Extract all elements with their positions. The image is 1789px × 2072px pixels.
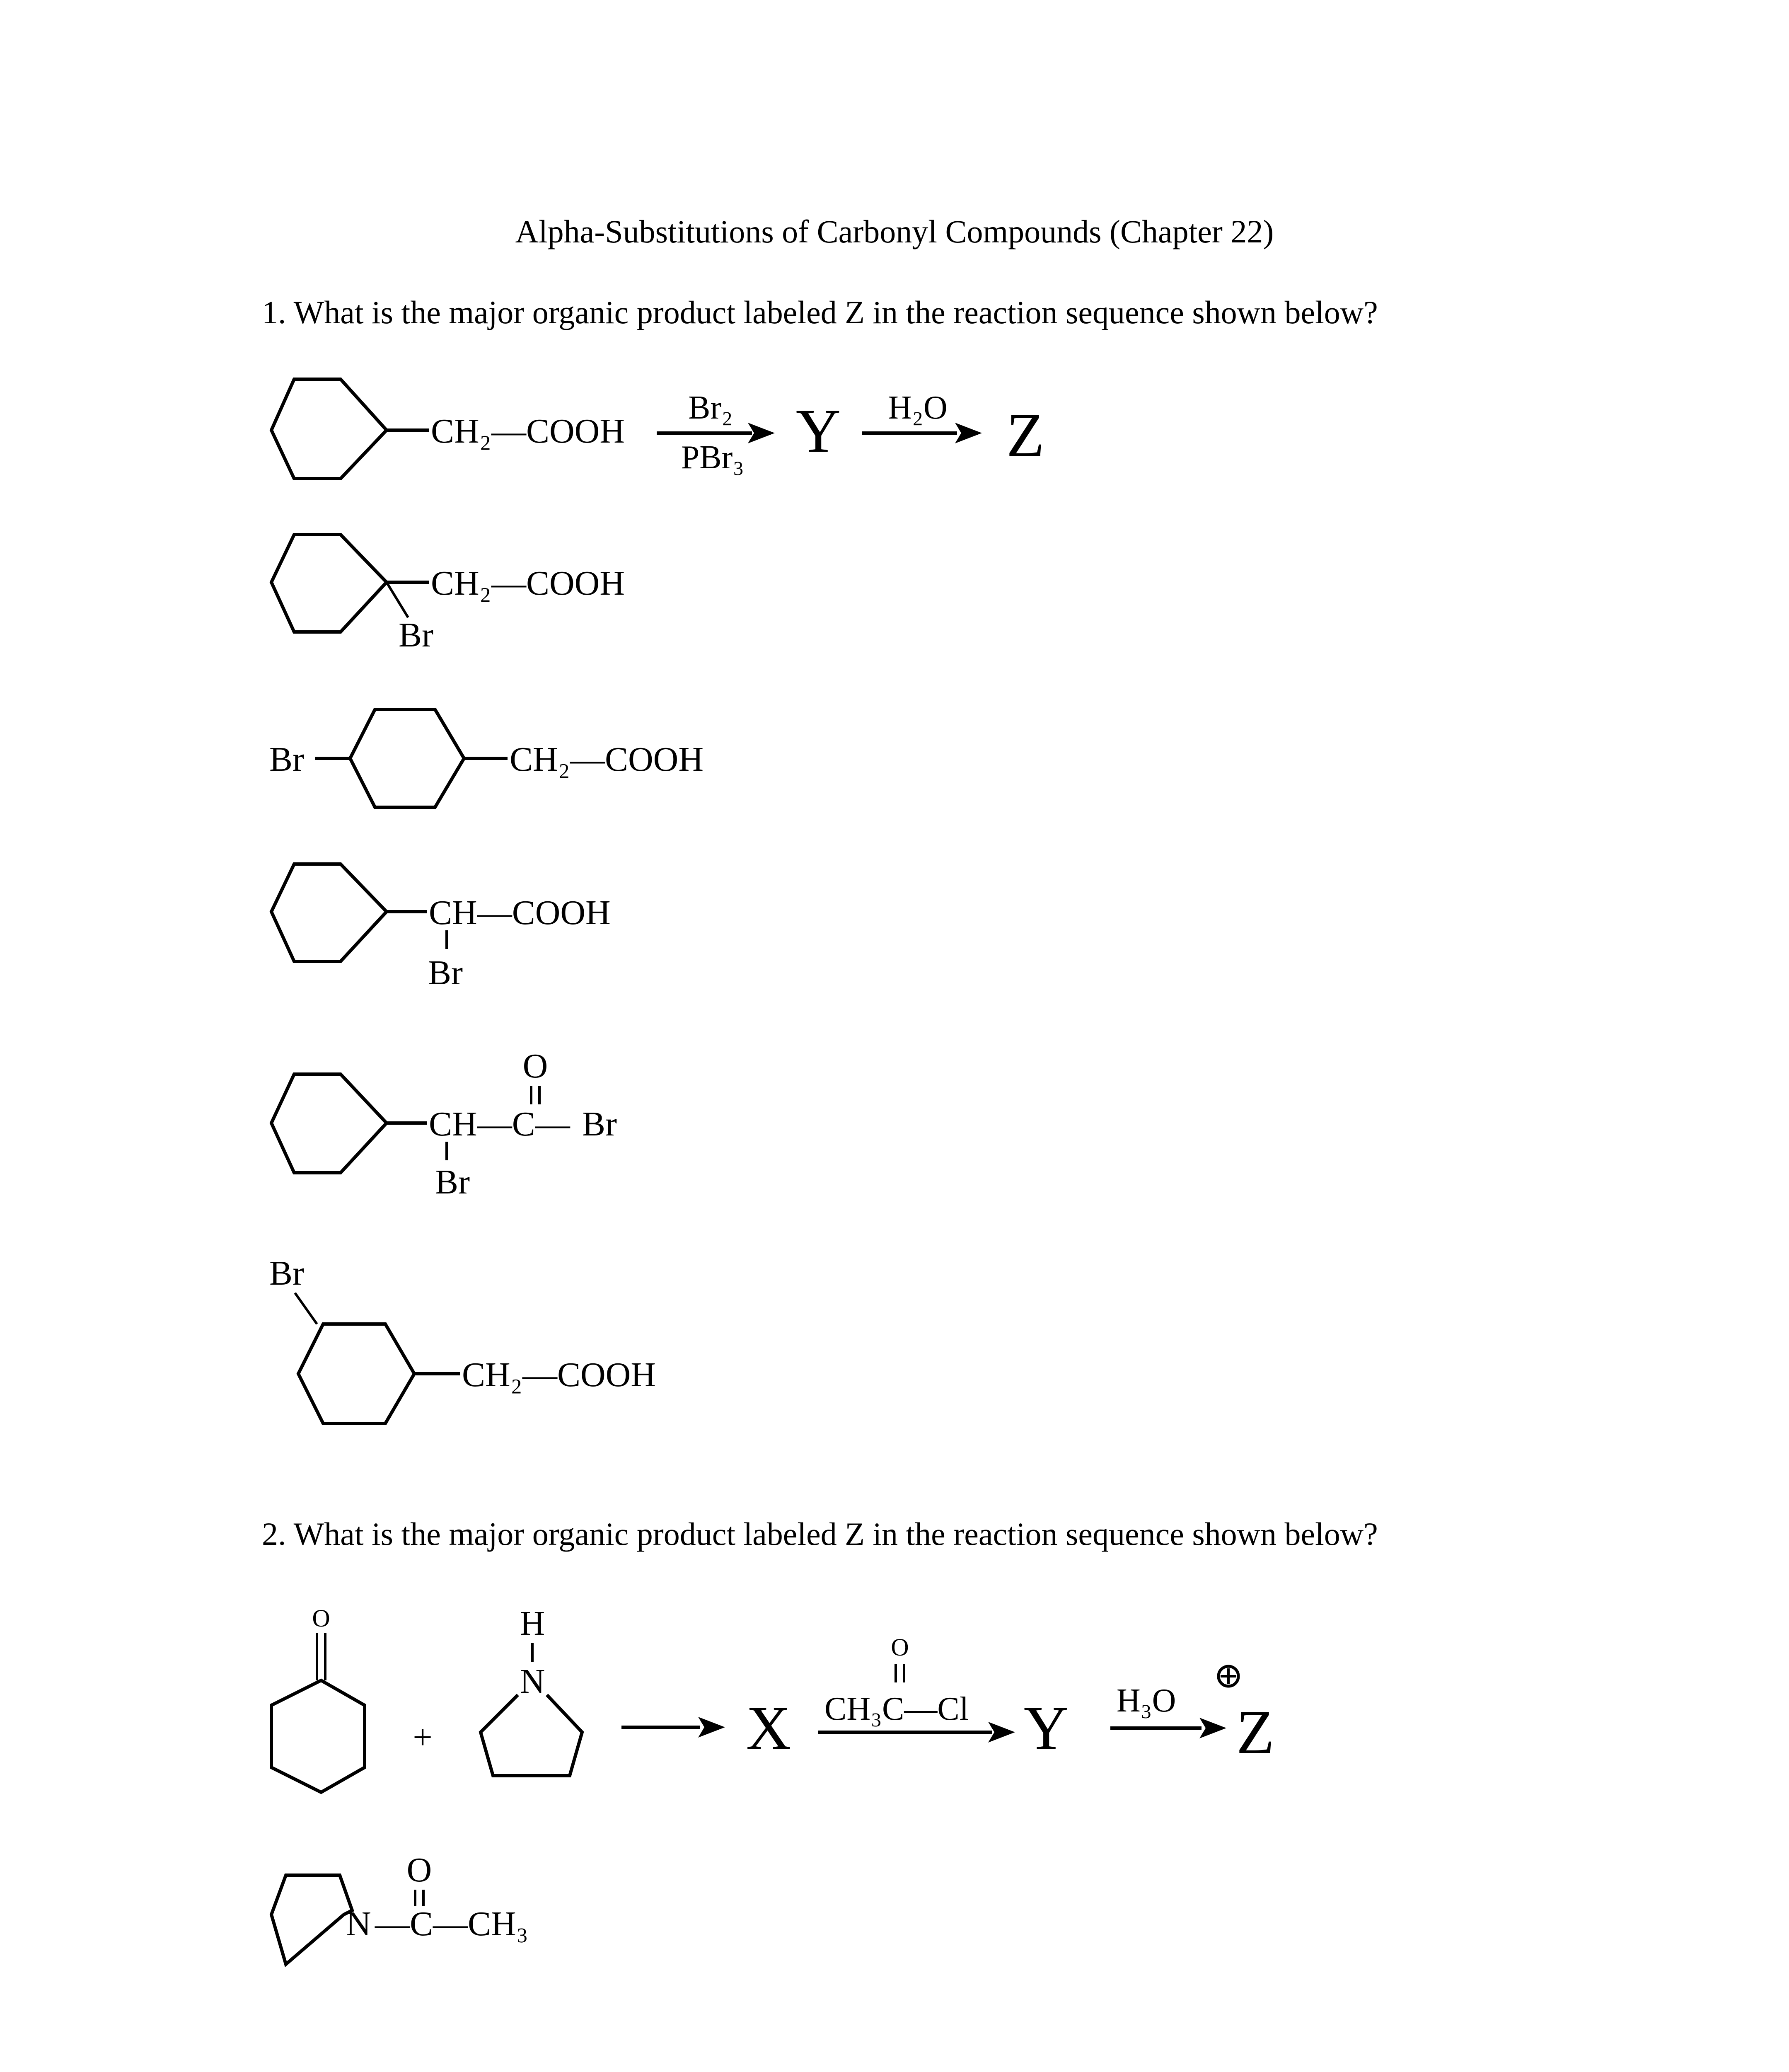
pyrrolidine-ring — [271, 1875, 352, 1964]
q1-choice-3[interactable] — [271, 864, 611, 992]
q2-choice-1[interactable] — [271, 1851, 528, 1964]
q2-product-z: Z — [1236, 1698, 1274, 1767]
cyclohexane-ring — [350, 709, 464, 807]
q2-reagent-h3o: H₃O — [1117, 1682, 1176, 1719]
choice-br-top: Br — [269, 1254, 304, 1293]
q1-choice-1[interactable] — [271, 535, 625, 654]
q2-reaction-scheme — [271, 1604, 1274, 1792]
q1-product-z: Z — [1006, 401, 1044, 470]
cyclohexane-ring — [271, 864, 387, 961]
q2-reagent-acetyl-chloride: CH₃C—Cl — [824, 1691, 969, 1727]
q2-intermediate-y: Y — [1023, 1694, 1069, 1762]
choice-chain: CH—COOH — [429, 893, 611, 932]
amine-h: H — [520, 1604, 545, 1643]
q1-choice-2[interactable] — [269, 709, 704, 807]
choice-acyl-br: Br — [582, 1105, 617, 1143]
choice-chain: CH₂—COOH — [510, 740, 704, 779]
pyrrolidine-ring — [481, 1695, 582, 1776]
choice-chain: —C—CH₃ — [375, 1905, 529, 1943]
q1-reagent-br2: Br₂ — [688, 390, 733, 426]
amine-n: N — [520, 1662, 545, 1701]
q1-choice-4[interactable] — [271, 1047, 617, 1201]
choice-chain: CH—C— — [429, 1105, 570, 1143]
page-title: Alpha-Substitutions of Carbonyl Compounds (Chapter 22) — [515, 213, 1274, 249]
choice-chain: CH₂—COOH — [462, 1356, 656, 1394]
arrow-head — [698, 1717, 725, 1738]
cyclohexane-ring — [271, 379, 387, 479]
choice-br-substituent: Br — [435, 1163, 470, 1201]
q1-reagent-pbr3: PBr₃ — [681, 439, 745, 476]
choice-carbonyl-o: O — [406, 1851, 432, 1889]
ketone-oxygen: O — [312, 1605, 330, 1632]
choice-br-substituent: Br — [399, 616, 433, 654]
q1-intermediate-y: Y — [795, 397, 841, 465]
arrow-head — [1199, 1718, 1226, 1738]
choice-br-left: Br — [269, 740, 304, 779]
q1-choice-5[interactable] — [269, 1254, 656, 1423]
q1-reaction-scheme — [271, 379, 1044, 479]
choice-carbonyl-o: O — [522, 1047, 548, 1085]
cyclohexanone-ring — [271, 1680, 365, 1792]
cyclohexane-ring — [271, 535, 387, 632]
reagent-oxygen: O — [891, 1634, 909, 1661]
q2-product-x: X — [746, 1694, 791, 1762]
choice-n: N — [346, 1905, 371, 1943]
cyclohexane-ring — [298, 1324, 414, 1423]
question-1-text: 1. What is the major organic product labeled Z in the reaction sequence shown below? — [262, 294, 1378, 330]
choice-chain: CH₂—COOH — [431, 564, 625, 603]
q1-substrate-chain: CH₂—COOH — [431, 412, 625, 450]
cyclohexane-ring — [271, 1074, 387, 1173]
plus-sign: + — [413, 1718, 433, 1757]
choice-br-substituent: Br — [428, 954, 463, 992]
question-2-text: 2. What is the major organic product labeled Z in the reaction sequence shown below? — [262, 1516, 1378, 1552]
arrow-head — [955, 423, 982, 443]
q1-reagent-h2o: H₂O — [888, 390, 948, 426]
